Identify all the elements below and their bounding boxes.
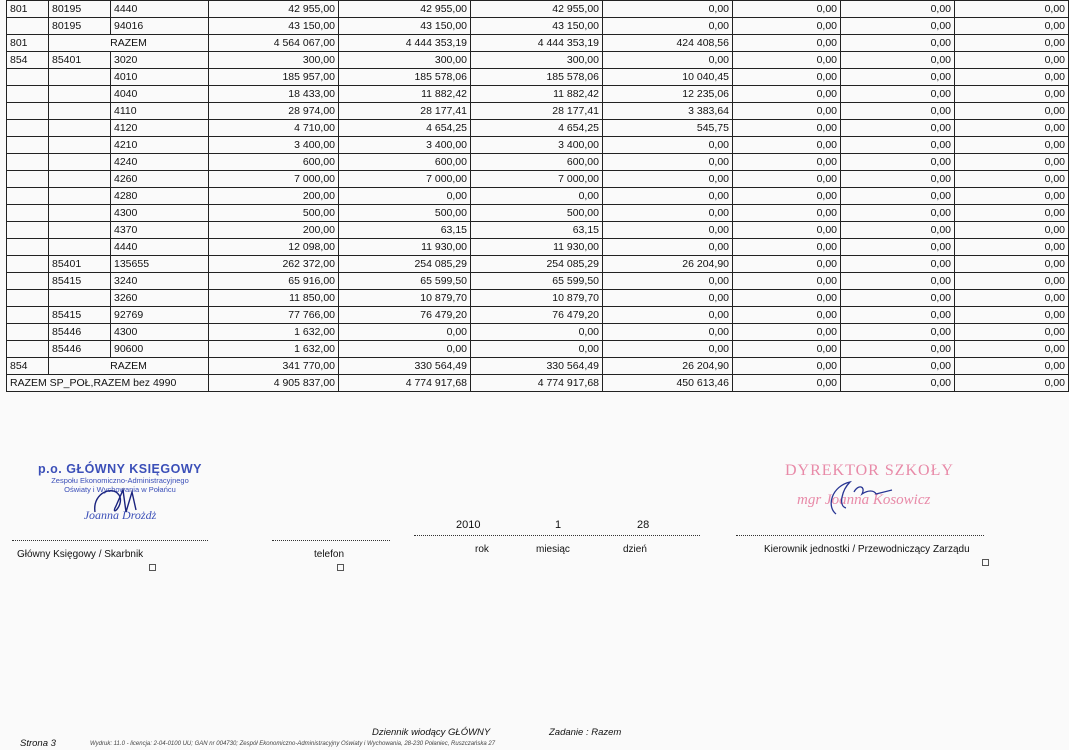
stamp-line: Zespołu Ekonomiczno-Administracyjnego (51, 476, 189, 485)
cell-amount: 0,00 (733, 256, 841, 273)
total-amount: 4 774 917,68 (471, 375, 603, 392)
cell-amount: 600,00 (209, 154, 339, 171)
cell-amount: 63,15 (339, 222, 471, 239)
cell-amount: 12 235,06 (603, 86, 733, 103)
cell-section: 854 (7, 358, 49, 375)
cell-amount: 0,00 (955, 188, 1069, 205)
cell-amount: 0,00 (733, 273, 841, 290)
cell-amount: 0,00 (603, 341, 733, 358)
cell-amount: 0,00 (841, 341, 955, 358)
cell-amount: 0,00 (955, 86, 1069, 103)
cell-amount: 0,00 (955, 273, 1069, 290)
cell-chapter (49, 120, 111, 137)
cell-amount: 0,00 (955, 103, 1069, 120)
cell-amount: 0,00 (733, 290, 841, 307)
cell-amount: 262 372,00 (209, 256, 339, 273)
cell-amount: 0,00 (603, 171, 733, 188)
month-label: miesiąc (536, 544, 570, 555)
cell-chapter: 80195 (49, 18, 111, 35)
cell-amount: 4 654,25 (471, 120, 603, 137)
cell-amount: 0,00 (841, 273, 955, 290)
cell-amount: 0,00 (603, 188, 733, 205)
cell-amount: 0,00 (733, 239, 841, 256)
cell-amount: 43 150,00 (471, 18, 603, 35)
cell-amount: 0,00 (955, 69, 1069, 86)
cell-amount: 300,00 (209, 52, 339, 69)
cell-section (7, 18, 49, 35)
cell-amount: 0,00 (841, 307, 955, 324)
cell-amount: 0,00 (733, 18, 841, 35)
cell-amount: 11 850,00 (209, 290, 339, 307)
signature-left (90, 482, 150, 524)
cell-razem: RAZEM (49, 358, 209, 375)
cell-amount: 65 599,50 (339, 273, 471, 290)
cell-paragraph: 4010 (111, 69, 209, 86)
cell-amount: 0,00 (841, 154, 955, 171)
cell-amount: 0,00 (841, 256, 955, 273)
head-label: Kierownik jednostki / Przewodniczący Zarządu (764, 544, 970, 555)
cell-section (7, 205, 49, 222)
total-row (7, 375, 1069, 392)
cell-amount: 200,00 (209, 222, 339, 239)
cell-section (7, 222, 49, 239)
table-row (7, 273, 1069, 290)
cell-section (7, 341, 49, 358)
cell-amount: 600,00 (339, 154, 471, 171)
cell-chapter (49, 222, 111, 239)
table-row (7, 18, 1069, 35)
cell-amount: 0,00 (733, 188, 841, 205)
footer-small: Wydruk: 11.0 - licencja: 2-04-0100 UU; GAN nr 004730; Zespół Ekonomiczno-Administracyjny Oświaty i Wychowania, 28-230 Połaniec, Ruszczańska 27 (90, 741, 496, 747)
cell-amount: 26 204,90 (603, 256, 733, 273)
total-amount: 450 613,46 (603, 375, 733, 392)
cell-chapter (49, 205, 111, 222)
table-row (7, 358, 1069, 375)
cell-amount: 0,00 (955, 358, 1069, 375)
cell-amount: 0,00 (955, 154, 1069, 171)
cell-chapter: 85401 (49, 52, 111, 69)
head-line (736, 535, 984, 536)
cell-section (7, 273, 49, 290)
cell-amount: 0,00 (733, 154, 841, 171)
cell-amount: 185 578,06 (471, 69, 603, 86)
cell-chapter (49, 103, 111, 120)
day-label: dzień (623, 544, 647, 555)
cell-amount: 0,00 (955, 18, 1069, 35)
year-label: rok (475, 544, 489, 555)
cell-amount: 10 879,70 (471, 290, 603, 307)
cell-paragraph: 3260 (111, 290, 209, 307)
checkbox (149, 564, 156, 571)
cell-amount: 12 098,00 (209, 239, 339, 256)
table-row (7, 239, 1069, 256)
cell-amount: 0,00 (841, 69, 955, 86)
cell-amount: 0,00 (603, 324, 733, 341)
cell-amount: 0,00 (339, 341, 471, 358)
date-year: 2010 (456, 519, 481, 531)
cell-amount: 63,15 (471, 222, 603, 239)
cell-amount: 0,00 (603, 137, 733, 154)
cell-amount: 0,00 (841, 290, 955, 307)
cell-amount: 0,00 (733, 341, 841, 358)
cell-amount: 0,00 (955, 222, 1069, 239)
cell-amount: 0,00 (955, 239, 1069, 256)
cell-section: 854 (7, 52, 49, 69)
task-label: Zadanie : Razem (549, 727, 622, 738)
cell-amount: 28 177,41 (471, 103, 603, 120)
cell-amount: 0,00 (955, 205, 1069, 222)
cell-section (7, 103, 49, 120)
cell-amount: 0,00 (841, 222, 955, 239)
stamp-title: p.o. GŁÓWNY KSIĘGOWY (38, 462, 202, 476)
cell-amount: 500,00 (339, 205, 471, 222)
cell-chapter: 80195 (49, 1, 111, 18)
cell-amount: 3 400,00 (471, 137, 603, 154)
cell-amount: 424 408,56 (603, 35, 733, 52)
cell-section (7, 120, 49, 137)
cell-amount: 0,00 (603, 1, 733, 18)
table-row (7, 256, 1069, 273)
cell-amount: 0,00 (955, 120, 1069, 137)
cell-amount: 0,00 (733, 358, 841, 375)
cell-amount: 0,00 (841, 171, 955, 188)
cell-amount: 0,00 (841, 86, 955, 103)
cell-section (7, 256, 49, 273)
cell-amount: 0,00 (955, 324, 1069, 341)
cell-amount: 330 564,49 (471, 358, 603, 375)
table-body (7, 1, 1069, 392)
cell-section (7, 171, 49, 188)
cell-amount: 7 000,00 (209, 171, 339, 188)
cell-amount: 4 564 067,00 (209, 35, 339, 52)
cell-amount: 11 930,00 (339, 239, 471, 256)
cell-amount: 11 882,42 (339, 86, 471, 103)
cell-amount: 254 085,29 (339, 256, 471, 273)
cell-amount: 4 710,00 (209, 120, 339, 137)
cell-section (7, 86, 49, 103)
cell-amount: 0,00 (603, 52, 733, 69)
date-day: 28 (637, 519, 650, 531)
date-line (414, 535, 700, 536)
cell-amount: 0,00 (955, 171, 1069, 188)
cell-amount: 0,00 (841, 52, 955, 69)
cell-paragraph: 4040 (111, 86, 209, 103)
cell-razem: RAZEM (49, 35, 209, 52)
cell-amount: 0,00 (603, 290, 733, 307)
stamp-name: mgr Joanna Kosowicz (797, 492, 931, 508)
cell-amount: 4 444 353,19 (471, 35, 603, 52)
report-table (6, 0, 1069, 392)
cell-amount: 0,00 (955, 137, 1069, 154)
cell-amount: 76 479,20 (471, 307, 603, 324)
table-row (7, 188, 1069, 205)
cell-amount: 10 040,45 (603, 69, 733, 86)
cell-chapter (49, 69, 111, 86)
cell-chapter (49, 171, 111, 188)
cell-section (7, 154, 49, 171)
cell-amount: 3 400,00 (209, 137, 339, 154)
cell-amount: 341 770,00 (209, 358, 339, 375)
table-row (7, 120, 1069, 137)
cell-amount: 0,00 (733, 205, 841, 222)
cell-amount: 42 955,00 (209, 1, 339, 18)
cell-paragraph: 4370 (111, 222, 209, 239)
cell-amount: 0,00 (955, 290, 1069, 307)
cell-amount: 0,00 (733, 324, 841, 341)
cell-amount: 0,00 (603, 222, 733, 239)
phone-label: telefon (314, 549, 345, 560)
cell-amount: 500,00 (209, 205, 339, 222)
cell-amount: 0,00 (841, 358, 955, 375)
total-amount: 0,00 (841, 375, 955, 392)
cell-amount: 545,75 (603, 120, 733, 137)
cell-paragraph: 4300 (111, 205, 209, 222)
cell-amount: 300,00 (471, 52, 603, 69)
table-row (7, 35, 1069, 52)
cell-amount: 43 150,00 (209, 18, 339, 35)
stamp-title: DYREKTOR SZKOŁY (785, 462, 954, 479)
cell-paragraph: 90600 (111, 341, 209, 358)
cell-section (7, 188, 49, 205)
cell-amount: 254 085,29 (471, 256, 603, 273)
cell-amount: 0,00 (955, 256, 1069, 273)
cell-paragraph: 4120 (111, 120, 209, 137)
date-month: 1 (555, 519, 562, 531)
cell-paragraph: 4210 (111, 137, 209, 154)
cell-amount: 0,00 (841, 239, 955, 256)
cell-amount: 0,00 (603, 154, 733, 171)
page-number: Strona 3 (20, 738, 56, 749)
cell-amount: 0,00 (339, 324, 471, 341)
cell-paragraph: 92769 (111, 307, 209, 324)
cell-amount: 18 433,00 (209, 86, 339, 103)
cell-amount: 3 400,00 (339, 137, 471, 154)
cell-amount: 0,00 (955, 307, 1069, 324)
cell-amount: 42 955,00 (339, 1, 471, 18)
checkbox (337, 564, 344, 571)
table-row (7, 137, 1069, 154)
cell-amount: 500,00 (471, 205, 603, 222)
cell-amount: 0,00 (471, 324, 603, 341)
cell-paragraph: 3020 (111, 52, 209, 69)
table-row (7, 154, 1069, 171)
cell-amount: 0,00 (733, 222, 841, 239)
cell-paragraph: 4440 (111, 239, 209, 256)
table-row (7, 86, 1069, 103)
cell-amount: 65 599,50 (471, 273, 603, 290)
cell-amount: 0,00 (841, 205, 955, 222)
cell-amount: 0,00 (733, 171, 841, 188)
total-amount: 4 774 917,68 (339, 375, 471, 392)
cell-amount: 4 444 353,19 (339, 35, 471, 52)
checkbox (982, 559, 989, 566)
cell-amount: 1 632,00 (209, 341, 339, 358)
cell-amount: 28 177,41 (339, 103, 471, 120)
cell-amount: 0,00 (841, 1, 955, 18)
table-row (7, 205, 1069, 222)
stamp-line: Oświaty i Wychowania w Połańcu (64, 485, 176, 494)
cell-amount: 77 766,00 (209, 307, 339, 324)
table-row (7, 222, 1069, 239)
cell-paragraph: 4440 (111, 1, 209, 18)
cell-amount: 0,00 (733, 86, 841, 103)
cell-amount: 0,00 (603, 239, 733, 256)
cell-paragraph: 4260 (111, 171, 209, 188)
cell-paragraph: 3240 (111, 273, 209, 290)
cell-amount: 0,00 (471, 188, 603, 205)
cell-section (7, 290, 49, 307)
cell-chapter: 85446 (49, 324, 111, 341)
cell-amount: 0,00 (733, 103, 841, 120)
cell-section: 801 (7, 1, 49, 18)
cell-amount: 600,00 (471, 154, 603, 171)
cell-amount: 43 150,00 (339, 18, 471, 35)
cell-chapter: 85415 (49, 307, 111, 324)
cell-amount: 0,00 (733, 69, 841, 86)
table-row (7, 324, 1069, 341)
cell-amount: 7 000,00 (339, 171, 471, 188)
cell-amount: 0,00 (733, 35, 841, 52)
cell-amount: 0,00 (841, 35, 955, 52)
cell-section (7, 324, 49, 341)
cell-amount: 0,00 (471, 341, 603, 358)
cell-amount: 11 882,42 (471, 86, 603, 103)
cell-chapter (49, 86, 111, 103)
cell-amount: 0,00 (841, 103, 955, 120)
signature-right (822, 476, 912, 518)
cell-section (7, 69, 49, 86)
cell-amount: 0,00 (603, 273, 733, 290)
cell-paragraph: 94016 (111, 18, 209, 35)
cell-amount: 0,00 (733, 52, 841, 69)
cell-amount: 0,00 (841, 324, 955, 341)
cell-chapter: 85401 (49, 256, 111, 273)
cell-chapter (49, 239, 111, 256)
cell-paragraph: 4240 (111, 154, 209, 171)
total-label: RAZEM SP_POŁ,RAZEM bez 4990 (7, 375, 209, 392)
cell-amount: 185 957,00 (209, 69, 339, 86)
cell-chapter: 85446 (49, 341, 111, 358)
cell-amount: 10 879,70 (339, 290, 471, 307)
cell-amount: 0,00 (955, 35, 1069, 52)
cell-amount: 0,00 (841, 18, 955, 35)
cell-paragraph: 4110 (111, 103, 209, 120)
total-amount: 0,00 (733, 375, 841, 392)
cell-amount: 0,00 (955, 52, 1069, 69)
cell-chapter (49, 188, 111, 205)
cell-amount: 3 383,64 (603, 103, 733, 120)
cell-chapter: 85415 (49, 273, 111, 290)
cell-paragraph: 135655 (111, 256, 209, 273)
cell-amount: 300,00 (339, 52, 471, 69)
cell-amount: 26 204,90 (603, 358, 733, 375)
cell-amount: 76 479,20 (339, 307, 471, 324)
phone-line (272, 540, 390, 541)
cell-amount: 65 916,00 (209, 273, 339, 290)
table-row (7, 1, 1069, 18)
cell-section (7, 137, 49, 154)
cell-chapter (49, 154, 111, 171)
cell-amount: 0,00 (841, 188, 955, 205)
cell-amount: 0,00 (733, 137, 841, 154)
cell-amount: 0,00 (955, 341, 1069, 358)
total-amount: 4 905 837,00 (209, 375, 339, 392)
cell-amount: 11 930,00 (471, 239, 603, 256)
cell-paragraph: 4280 (111, 188, 209, 205)
table-row (7, 69, 1069, 86)
stamp-name: Joanna Drożdż (83, 508, 157, 522)
cell-amount: 0,00 (733, 1, 841, 18)
cell-amount: 1 632,00 (209, 324, 339, 341)
cell-amount: 0,00 (733, 120, 841, 137)
cell-amount: 0,00 (955, 1, 1069, 18)
accountant-line (12, 540, 208, 541)
cell-section (7, 239, 49, 256)
cell-amount: 185 578,06 (339, 69, 471, 86)
cell-amount: 330 564,49 (339, 358, 471, 375)
cell-amount: 0,00 (339, 188, 471, 205)
cell-amount: 42 955,00 (471, 1, 603, 18)
cell-section: 801 (7, 35, 49, 52)
table-row (7, 341, 1069, 358)
cell-paragraph: 4300 (111, 324, 209, 341)
cell-amount: 200,00 (209, 188, 339, 205)
cell-amount: 0,00 (603, 18, 733, 35)
cell-amount: 0,00 (603, 307, 733, 324)
table-row (7, 307, 1069, 324)
table-row (7, 171, 1069, 188)
table-row (7, 52, 1069, 69)
cell-amount: 0,00 (841, 137, 955, 154)
cell-amount: 0,00 (841, 120, 955, 137)
cell-amount: 0,00 (603, 205, 733, 222)
table-row (7, 290, 1069, 307)
cell-amount: 28 974,00 (209, 103, 339, 120)
accountant-label: Główny Księgowy / Skarbnik (17, 549, 144, 560)
cell-amount: 0,00 (733, 307, 841, 324)
cell-chapter (49, 290, 111, 307)
cell-section (7, 307, 49, 324)
total-amount: 0,00 (955, 375, 1069, 392)
cell-chapter (49, 137, 111, 154)
cell-amount: 7 000,00 (471, 171, 603, 188)
cell-amount: 4 654,25 (339, 120, 471, 137)
journal-label: Dziennik wiodący GŁÓWNY (372, 727, 491, 738)
table-row (7, 103, 1069, 120)
